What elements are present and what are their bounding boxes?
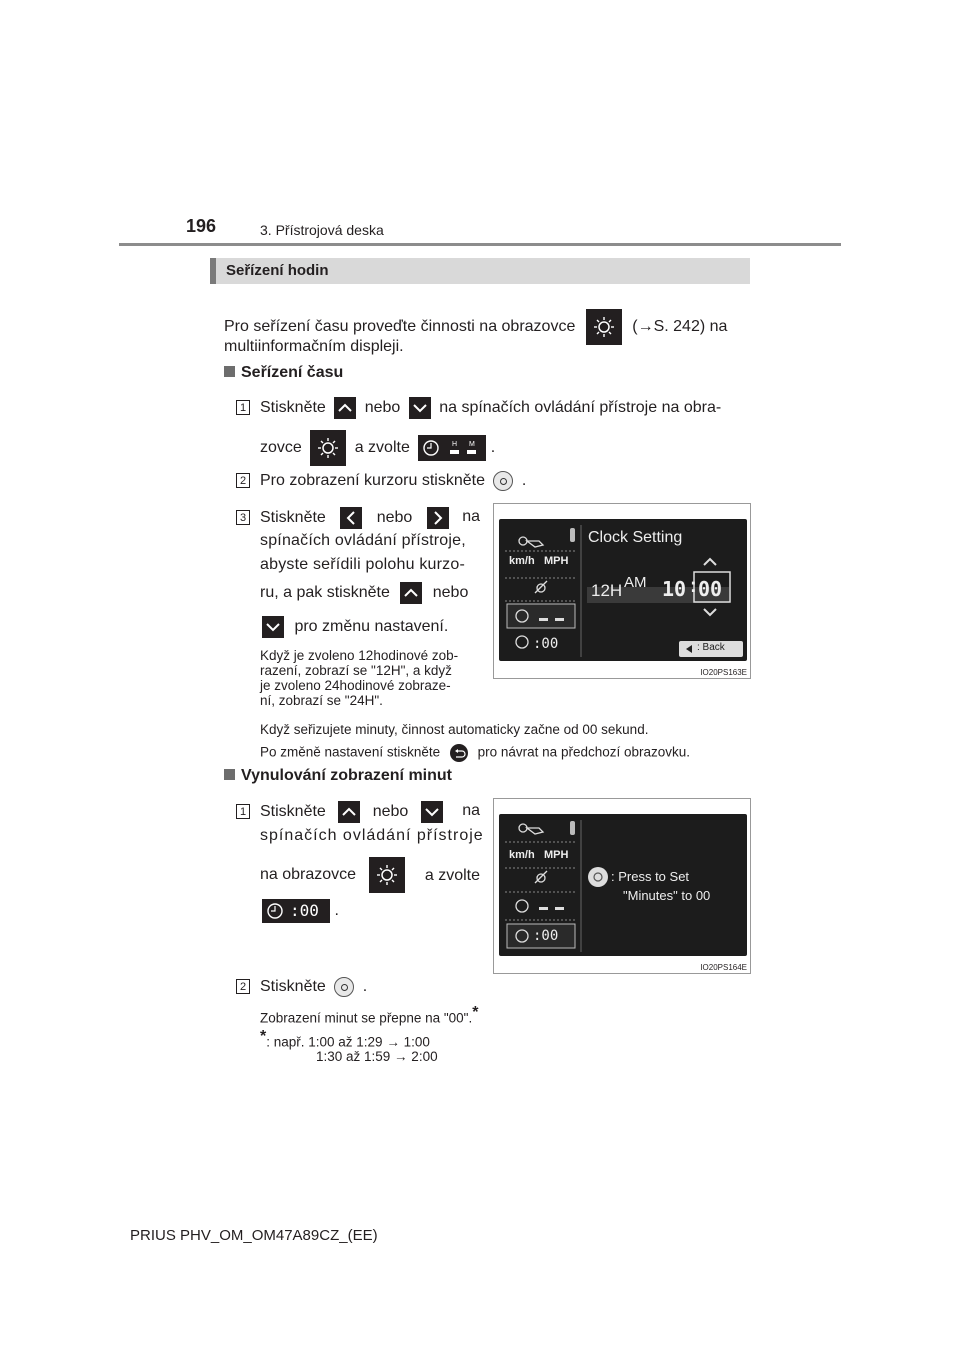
step-text: .	[490, 439, 496, 457]
clock-minutes: 00	[698, 577, 723, 601]
step-text: zovce	[260, 439, 302, 457]
clock-minutes-small: :00	[533, 928, 559, 944]
step-text: Pro zobrazení kurzoru stiskněte	[260, 472, 485, 490]
chevron-left-icon	[340, 507, 362, 529]
svg-text:H: H	[452, 441, 458, 448]
ok-button-icon	[334, 977, 354, 997]
step-text: nebo	[372, 803, 409, 821]
settings-gear-icon	[310, 430, 346, 466]
reset-step1-line-1	[260, 801, 480, 823]
unit-kmh: km/h	[509, 849, 535, 861]
step-text: ru, a pak stiskněte	[260, 584, 390, 602]
step-text: Stiskněte	[260, 803, 326, 821]
clock-minutes-label: :00	[290, 901, 319, 920]
clock-minutes-icon	[262, 899, 330, 923]
back-label: : Back	[697, 642, 725, 653]
reset-step2-note	[260, 1005, 478, 1026]
minutes-note: Když seřizujete minuty, činnost automaticky začne od 00 sekund.	[260, 722, 649, 737]
intro-text: Pro seřízení času proveďte činnosti na obrazovce	[224, 318, 576, 336]
step2-line	[260, 471, 526, 491]
clock-colon: :	[690, 575, 697, 597]
svg-text:M: M	[469, 441, 476, 448]
intro-line-2: multiinformačním displeji.	[224, 338, 404, 355]
footnote-marker: *	[260, 1028, 267, 1045]
section-heading	[210, 258, 750, 284]
chevron-down-icon	[262, 616, 284, 638]
step-text: nebo	[432, 584, 469, 602]
step3-line-3: abyste seřídili polohu kurzo-	[260, 556, 466, 573]
note-text: Po změně nastavení stiskněte	[260, 744, 441, 760]
chevron-up-icon	[334, 397, 356, 419]
step-text: .	[334, 902, 339, 920]
step3-line-2: spínačích ovládání přístroje,	[260, 532, 466, 549]
lcd-display	[499, 519, 747, 661]
footnote-text: : např. 1:00 až 1:29 → 1:00	[266, 1034, 430, 1050]
reset-step1-line-4	[262, 899, 339, 923]
step-text: na obrazovce	[260, 866, 357, 884]
step3-line-5	[262, 616, 448, 638]
screen-title: Clock Setting	[588, 529, 683, 546]
step-number: 2	[236, 979, 250, 994]
intro-page-ref: (→S. 242) na	[632, 318, 728, 336]
back-note	[260, 744, 690, 762]
step-number: 2	[236, 473, 250, 488]
step-text: Stiskněte	[260, 399, 326, 417]
footnote-line-1	[260, 1029, 430, 1050]
figure-code: IO20PS163E	[700, 668, 747, 677]
chevron-up-icon	[400, 582, 422, 604]
settings-gear-icon	[369, 857, 405, 893]
document-footer: PRIUS PHV_OM_OM47A89CZ_(EE)	[130, 1227, 378, 1244]
reset-step1-line-3	[260, 857, 480, 893]
step-text: nebo	[364, 399, 401, 417]
step-text: na spínačích ovládání přístroje na obra-	[439, 399, 722, 417]
ok-button-icon	[493, 471, 513, 491]
reset-minutes-screen-illustration	[493, 798, 751, 974]
step-number: 1	[236, 400, 250, 415]
reset-step1-line-2: spínačích ovládání přístroje	[260, 827, 484, 844]
step-text: .	[521, 472, 527, 490]
unit-kmh: km/h	[509, 555, 535, 567]
footnote-line-2: 1:30 až 1:59 → 2:00	[316, 1049, 438, 1064]
minutes-to-00-label: "Minutes" to 00	[623, 888, 711, 903]
subheading-reset-minutes: Vynulování zobrazení minut	[224, 767, 452, 785]
settings-gear-icon	[586, 309, 622, 345]
square-bullet-icon	[224, 769, 235, 780]
step-number: 3	[236, 510, 250, 525]
step1-line-2	[260, 430, 495, 466]
step3-line-4	[260, 582, 468, 604]
unit-mph: MPH	[544, 555, 569, 567]
step-text: pro změnu nastavení.	[294, 618, 449, 636]
clock-minutes-small: :00	[533, 636, 559, 652]
chevron-down-icon	[409, 397, 431, 419]
step-text: Stiskněte	[260, 978, 326, 996]
step-text: na	[462, 508, 480, 525]
figure-code: IO20PS164E	[700, 963, 747, 972]
chapter-title: 3. Přístrojová deska	[260, 222, 384, 238]
step-text: a zvolte	[424, 867, 480, 884]
unit-mph: MPH	[544, 849, 569, 861]
chevron-right-icon	[427, 507, 449, 529]
clock-ampm: AM	[624, 574, 647, 591]
step3-note-2: razení, zobrazí se "12H", a když	[260, 663, 452, 678]
clock-hours: 10	[662, 577, 687, 601]
lcd-display	[499, 814, 747, 956]
step-number: 1	[236, 804, 250, 819]
chevron-up-icon	[338, 801, 360, 823]
clock-mode: 12H	[591, 581, 623, 600]
section-title: Seřízení hodin	[226, 262, 329, 279]
step-text: na	[462, 802, 480, 819]
clock-hm-icon	[418, 435, 486, 461]
step3-note-4: ní, zobrazí se "24H".	[260, 693, 383, 708]
chevron-down-icon	[421, 801, 443, 823]
clock-setting-screen-illustration	[493, 503, 751, 679]
note-text: pro návrat na předchozí obrazovku.	[477, 744, 691, 760]
note-text: Zobrazení minut se přepne na "00".	[260, 1010, 473, 1026]
step-text: a zvolte	[354, 439, 410, 457]
back-button-icon	[450, 744, 468, 762]
subheading-time-setting: Seřízení času	[224, 364, 343, 382]
step3-note-3: je zvoleno 24hodinové zobraze-	[260, 678, 451, 693]
step1-line-1	[260, 397, 721, 419]
header-rule	[119, 243, 841, 246]
step3-line-1	[260, 507, 480, 529]
page-number: 196	[186, 216, 217, 236]
step3-note-1: Když je zvoleno 12hodinové zob-	[260, 648, 459, 663]
step-text: Stiskněte	[260, 509, 326, 527]
press-to-set-label: : Press to Set	[611, 869, 690, 884]
reset-step2-line	[260, 977, 367, 997]
square-bullet-icon	[224, 366, 235, 377]
step-text: .	[362, 978, 368, 996]
footnote-marker: *	[472, 1004, 479, 1021]
step-text: nebo	[376, 509, 413, 527]
